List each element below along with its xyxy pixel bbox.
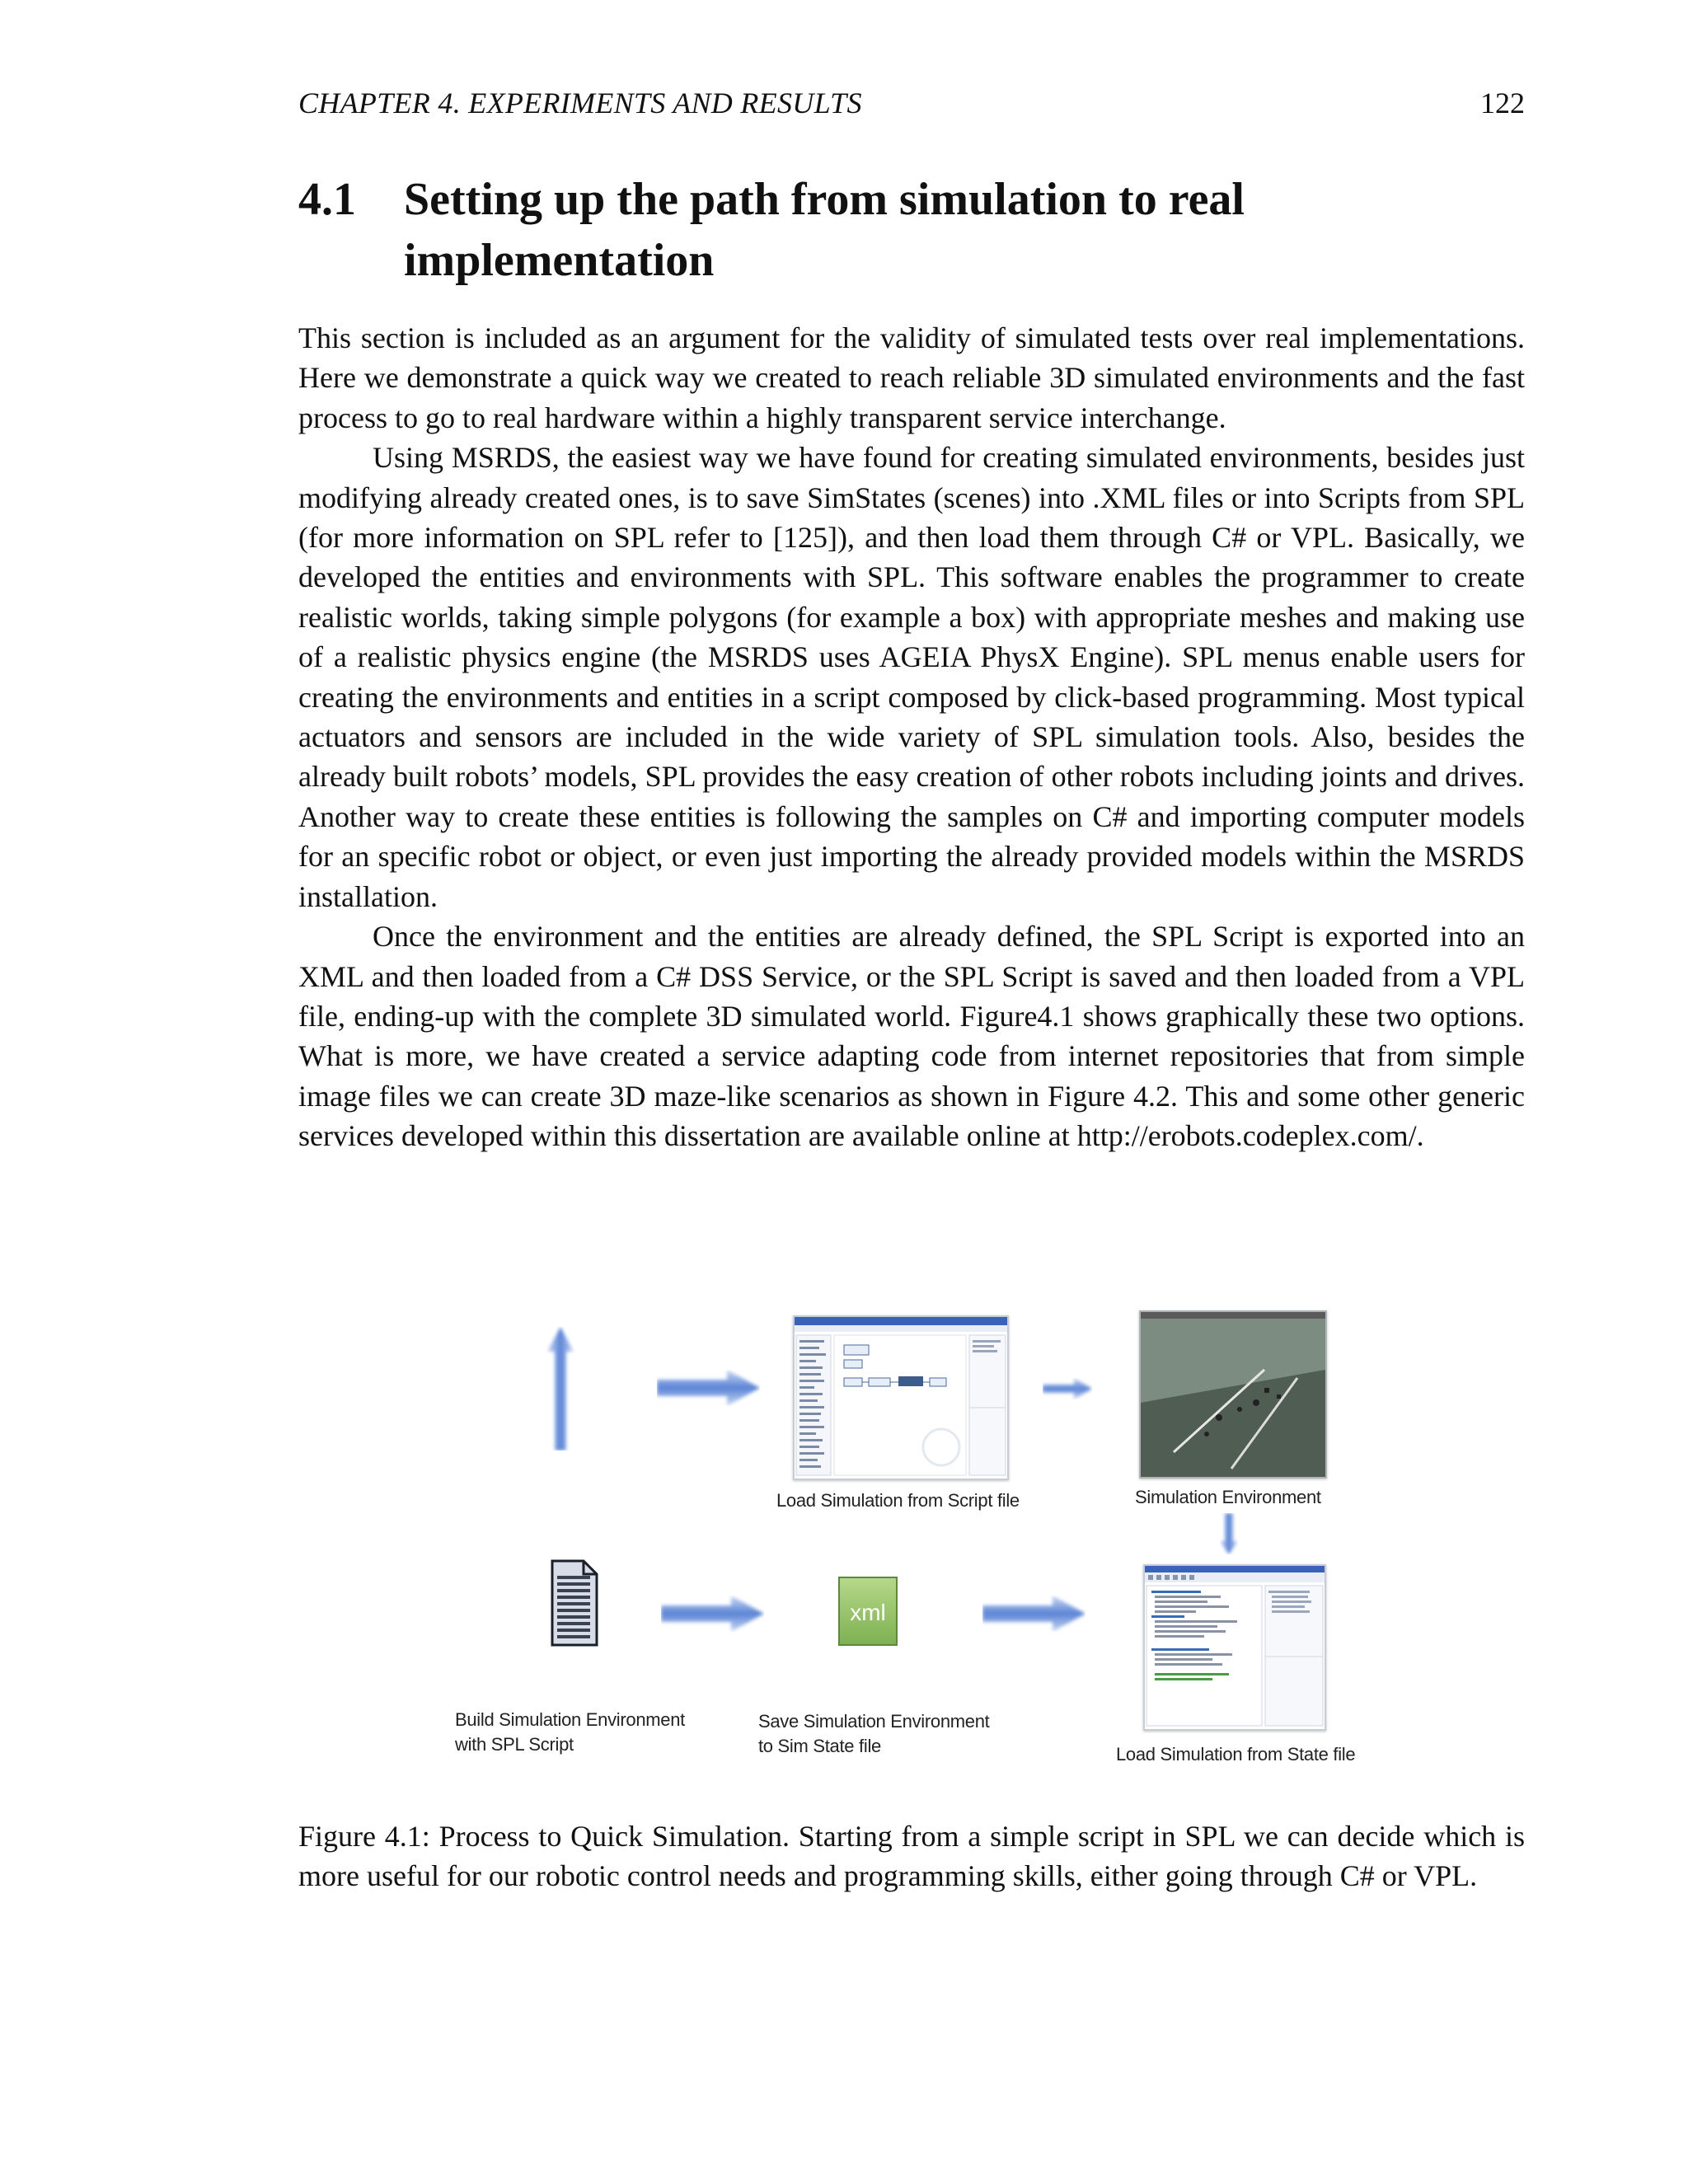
- paragraph-3: Once the environment and the entities are already defined, the SPL Script is exported into an XML and then loaded from a C# DSS Service, or the SPL Script is saved and then loaded from a VPL file, ending-up with the complete 3D simulated world. Figure4.1 shows graphically these two options. What is more, we have created a service adapting code from internet repositories that from simple image files we can create 3D maze-like scenarios as shown in Figure 4.2. This and some other generic services developed within this dissertation are available online at http://erobots.codeplex.com/.: [298, 920, 1525, 1153]
- right-arrow-icon: [661, 1596, 764, 1632]
- paragraph-1: This section is included as an argument for the validity of simulated tests over real implementations. Here we demonstrate a quick way we created to reach reliable 3D simulated environments and the fast process to go to real hardware within a highly transparent service interchange.: [298, 321, 1525, 434]
- right-arrow-icon: [982, 1596, 1085, 1632]
- figure-4-1: [298, 1302, 1525, 1780]
- label-simulation-environment: Simulation Environment: [1135, 1487, 1321, 1507]
- label-save-line-1: Save Simulation Environment: [758, 1711, 990, 1732]
- page-number: 122: [1480, 87, 1525, 120]
- right-arrow-icon: [1043, 1378, 1092, 1399]
- body-text: [298, 318, 1525, 1156]
- label-save-line-2: to Sim State file: [758, 1736, 881, 1756]
- down-arrow-icon: [1220, 1513, 1238, 1554]
- chapter-header: CHAPTER 4. EXPERIMENTS AND RESULTS: [298, 87, 862, 120]
- label-build-line-1: Build Simulation Environment: [455, 1709, 685, 1730]
- label-load-script: Load Simulation from Script file: [776, 1490, 1020, 1511]
- script-document-icon: [551, 1559, 598, 1647]
- csharp-code-screenshot: [1143, 1564, 1326, 1731]
- up-arrow-icon: [546, 1327, 575, 1451]
- running-head: [298, 82, 1525, 124]
- figure-caption: Figure 4.1: Process to Quick Simulation. Starting from a simple script in SPL we can decide which is more useful for our robotic control needs and programming skills, either going through C# or VPL.: [298, 1820, 1525, 1893]
- label-load-state: Load Simulation from State file: [1116, 1744, 1356, 1765]
- xml-icon-text: xml: [850, 1600, 886, 1625]
- vpl-editor-screenshot: [793, 1315, 1009, 1480]
- label-build-line-2: with SPL Script: [455, 1734, 574, 1755]
- simulation-environment-screenshot: [1139, 1310, 1327, 1479]
- section-title: Setting up the path from simulation to real implementation: [404, 174, 1245, 286]
- paragraph-2: Using MSRDS, the easiest way we have found for creating simulated environments, besides just modifying already created ones, is to save SimStates (scenes) into .XML files or into Scripts from SPL (for more information on SPL refer to [125]), and then load them through C# or VPL. Basically, we developed the entities and environments with SPL. This software enables the programmer to create realistic worlds, taking simple polygons (for example a box) with appropriate meshes and making use of a realistic physics engine (the MSRDS uses AGEIA PhysX Engine). SPL menus enable users for creating the environments and entities in a script composed by click-based programming. Most typical actuators and sensors are included in the wide variety of SPL simulation tools. Also, besides the already built robots’ models, SPL provides the easy creation of other robots including joints and drives. Another way to create these entities is following the samples on C# and importing computer models for an specific robot or object, or even just importing the already provided models within the MSRDS installation.: [298, 441, 1525, 913]
- right-arrow-icon: [657, 1370, 760, 1406]
- xml-file-icon: [837, 1576, 898, 1647]
- section-number: 4.1: [298, 174, 356, 225]
